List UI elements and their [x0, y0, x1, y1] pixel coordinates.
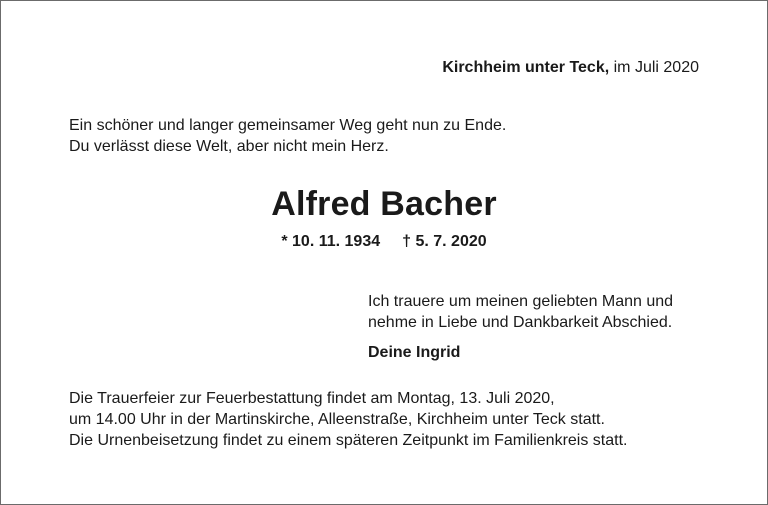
service-line-1: Die Trauerfeier zur Feuerbestattung findet am Montag, 13. Juli 2020, [69, 390, 555, 407]
place-date-line [442, 59, 699, 77]
service-details [69, 388, 627, 451]
signature: Deine Ingrid [368, 344, 461, 361]
life-dates [1, 233, 767, 251]
farewell-line-2: nehme in Liebe und Dankbarkeit Abschied. [368, 314, 673, 331]
death-date: † 5. 7. 2020 [402, 233, 487, 250]
motto-line-2: Du verlässt diese Welt, aber nicht mein Herz. [69, 138, 389, 155]
birth-date: * 10. 11. 1934 [281, 233, 381, 250]
service-line-3: Die Urnenbeisetzung findet zu einem späteren Zeitpunkt im Familienkreis statt. [69, 432, 628, 449]
motto-line-1: Ein schöner und langer gemeinsamer Weg geht nun zu Ende. [69, 117, 507, 134]
deceased-name: Alfred Bacher [271, 185, 497, 223]
notice-date: im Juli 2020 [613, 59, 699, 76]
service-line-2: um 14.00 Uhr in der Martinskirche, Alleenstraße, Kirchheim unter Teck statt. [69, 411, 605, 428]
place-name: Kirchheim unter Teck, [442, 59, 610, 76]
farewell-message [368, 291, 673, 363]
motto-text [69, 115, 506, 157]
farewell-line-1: Ich trauere um meinen geliebten Mann und [368, 293, 674, 310]
